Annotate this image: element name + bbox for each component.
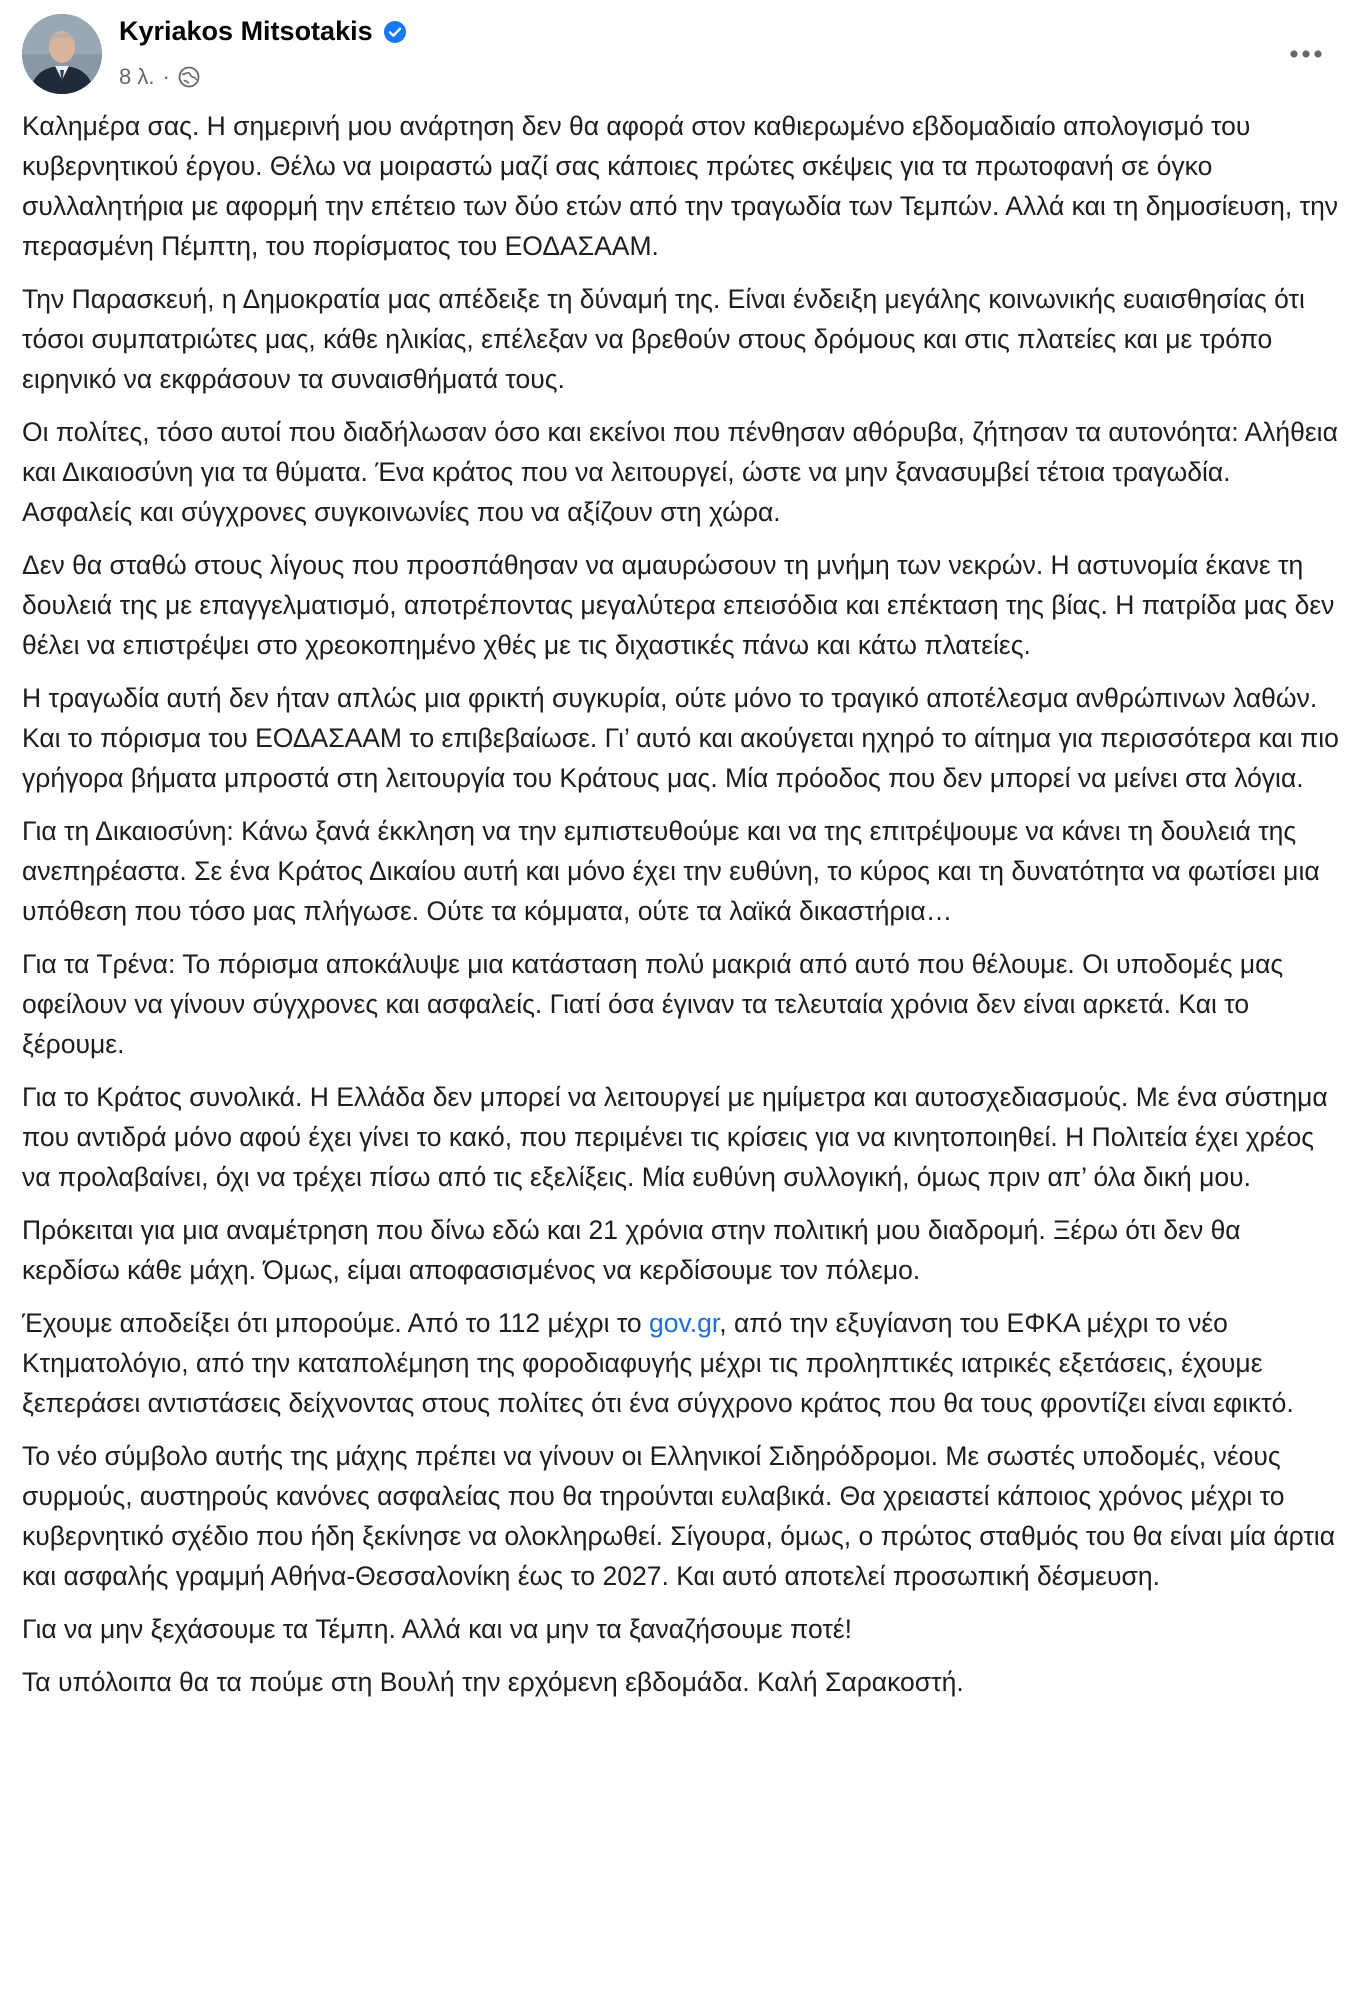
post-paragraph: Καλημέρα σας. Η σημερινή μου ανάρτηση δεν θα αφορά στον καθιερωμένο εβδομαδιαίο απολογισμό του κυβερνητικού έργου. Θέλω να μοιραστώ μαζί σας κάποιες πρώτες σκέψεις για τα πρωτοφανή σε όγκο συλλαλητήρια με αφορμή την επέτειο των δύο ετών από την τραγωδία των Τεμπών. Αλλά και τη δημοσίευση, την περασμένη Πέμπτη, του πορίσματος του ΕΟΔΑΣΑΑΜ. xyxy=(22,111,1339,261)
post-paragraph: Πρόκειται για μια αναμέτρηση που δίνω εδώ και 21 χρόνια στην πολιτική μου διαδρομή. Ξέρω ότι δεν θα κερδίσω κάθε μάχη. Όμως, είμαι αποφασισμένος να κερδίσουμε τον πόλεμο. xyxy=(22,1215,1241,1285)
post-paragraph: Για να μην ξεχάσουμε τα Τέμπη. Αλλά και να μην τα ξαναζήσουμε ποτέ! xyxy=(22,1614,852,1644)
author-name[interactable]: Kyriakos Mitsotakis xyxy=(119,16,373,46)
post-paragraph: Για το Κράτος συνολικά. Η Ελλάδα δεν μπορεί να λειτουργεί με ημίμετρα και αυτοσχεδιασμούς. Με ένα σύστημα που αντιδρά μόνο αφού έχει γίνει το κακό, που περιμένει τις κρίσεις για να κινητοποιηθεί. Η Πολιτεία έχει χρέος να προλαβαίνει, όχι να τρέχει πίσω από τις εξελίξεις. Μία ευθύνη συλλογική, όμως πριν απ’ όλα δική μου. xyxy=(22,1082,1328,1192)
more-options-button[interactable] xyxy=(1282,34,1330,74)
post-header xyxy=(22,12,1338,102)
paragraph-text-before-link: Έχουμε αποδείξει ότι μπορούμε. Από το 112 μέχρι το xyxy=(22,1308,650,1338)
post-paragraph: Τα υπόλοιπα θα τα πούμε στη Βουλή την ερχόμενη εβδομάδα. Καλή Σαρακοστή. xyxy=(22,1667,964,1697)
author-row xyxy=(119,16,407,47)
post-body xyxy=(22,106,1340,1715)
post-time[interactable]: 8 λ. xyxy=(119,64,155,89)
post-paragraph: Δεν θα σταθώ στους λίγους που προσπάθησαν να αμαυρώσουν τη μνήμη των νεκρών. Η αστυνομία έκανε τη δουλειά της με επαγγελματισμό, αποτρέποντας μεγαλύτερα επεισόδια και επέκταση της βίας. Η πατρίδα μας δεν θέλει να επιστρέψει στο χρεοκοπημένο χθές με τις διχαστικές πάνω και κάτω πλατείες. xyxy=(22,550,1335,660)
post-paragraph: Η τραγωδία αυτή δεν ήταν απλώς μια φρικτή συγκυρία, ούτε μόνο το τραγικό αποτέλεσμα ανθρώπινων λαθών. Και το πόρισμα του ΕΟΔΑΣΑΑΜ το επιβεβαίωσε. Γι’ αυτό και ακούγεται ηχηρό το αίτημα για περισσότερα και πιο γρήγορα βήματα μπροστά στη λειτουργία του Κράτους μας. Μία πρόοδος που δεν μπορεί να μείνει στα λόγια. xyxy=(22,683,1339,793)
avatar-image xyxy=(22,14,102,94)
gov-gr-link[interactable]: gov.gr xyxy=(649,1308,720,1338)
meta-separator: · xyxy=(162,64,170,89)
globe-icon xyxy=(178,66,200,88)
post-paragraph: Για τη Δικαιοσύνη: Κάνω ξανά έκκληση να την εμπιστευθούμε και να της επιτρέψουμε να κάνει τη δουλειά της ανεπηρέαστα. Σε ένα Κράτος Δικαίου αυτή και μόνο έχει την ευθύνη, το κύρος και τη δυνατότητα να φωτίσει μια υπόθεση που τόσο μας πλήγωσε. Ούτε τα κόμματα, ούτε τα λαϊκά δικαστήρια… xyxy=(22,816,1320,926)
post-paragraph-with-link xyxy=(22,1303,1340,1423)
post-meta xyxy=(119,64,200,90)
post-paragraph: Για τα Τρένα: Το πόρισμα αποκάλυψε μια κατάσταση πολύ μακριά από αυτό που θέλουμε. Οι υποδομές μας οφείλουν να γίνουν σύγχρονες και ασφαλείς. Γιατί όσα έγιναν τα τελευταία χρόνια δεν είναι αρκετά. Και το ξέρουμε. xyxy=(22,949,1284,1059)
avatar[interactable] xyxy=(22,14,102,94)
post-paragraph: Την Παρασκευή, η Δημοκρατία μας απέδειξε τη δύναμή της. Είναι ένδειξη μεγάλης κοινωνικής ευαισθησίας ότι τόσοι συμπατριώτες μας, κάθε ηλικίας, επέλεξαν να βρεθούν στους δρόμους και στις πλατείες και με τρόπο ειρηνικό να εκφράσουν τα συναισθήματά τους. xyxy=(22,284,1305,394)
post-paragraph: Το νέο σύμβολο αυτής της μάχης πρέπει να γίνουν οι Ελληνικοί Σιδηρόδρομοι. Με σωστές υποδομές, νέους συρμούς, αυστηρούς κανόνες ασφαλείας που θα τηρούνται ευλαβικά. Θα χρειαστεί κάποιος χρόνος μέχρι το κυβερνητικό σχέδιο που ήδη ξεκίνησε να ολοκληρωθεί. Σίγουρα, όμως, ο πρώτος σταθμός του θα είναι μία άρτια και ασφαλής γραμμή Αθήνα-Θεσσαλονίκη έως το 2027. Και αυτό αποτελεί προσωπική δέσμευση. xyxy=(22,1441,1336,1591)
paragraph-text-after-link: , από την εξυγίανση του ΕΦΚΑ μέχρι το νέο Κτηματολόγιο, από την καταπολέμηση της φοροδιαφυγής μέχρι τις προληπτικές ιατρικές εξετάσεις, έχουμε ξεπεράσει αντιστάσεις δείχνοντας στους πολίτες ότι ένα σύγχρονο κράτος που θα τους φροντίζει είναι εφικτό. xyxy=(22,1308,1294,1418)
more-options-icon xyxy=(1289,49,1323,59)
post-paragraph: Οι πολίτες, τόσο αυτοί που διαδήλωσαν όσο και εκείνοι που πένθησαν αθόρυβα, ζήτησαν τα αυτονόητα: Αλήθεια και Δικαιοσύνη για τα θύματα. Ένα κράτος που να λειτουργεί, ώστε να μην ξανασυμβεί τέτοια τραγωδία. Ασφαλείς και σύγχρονες συγκοινωνίες που να αξίζουν στη χώρα. xyxy=(22,417,1338,527)
verified-badge-icon xyxy=(383,20,407,44)
